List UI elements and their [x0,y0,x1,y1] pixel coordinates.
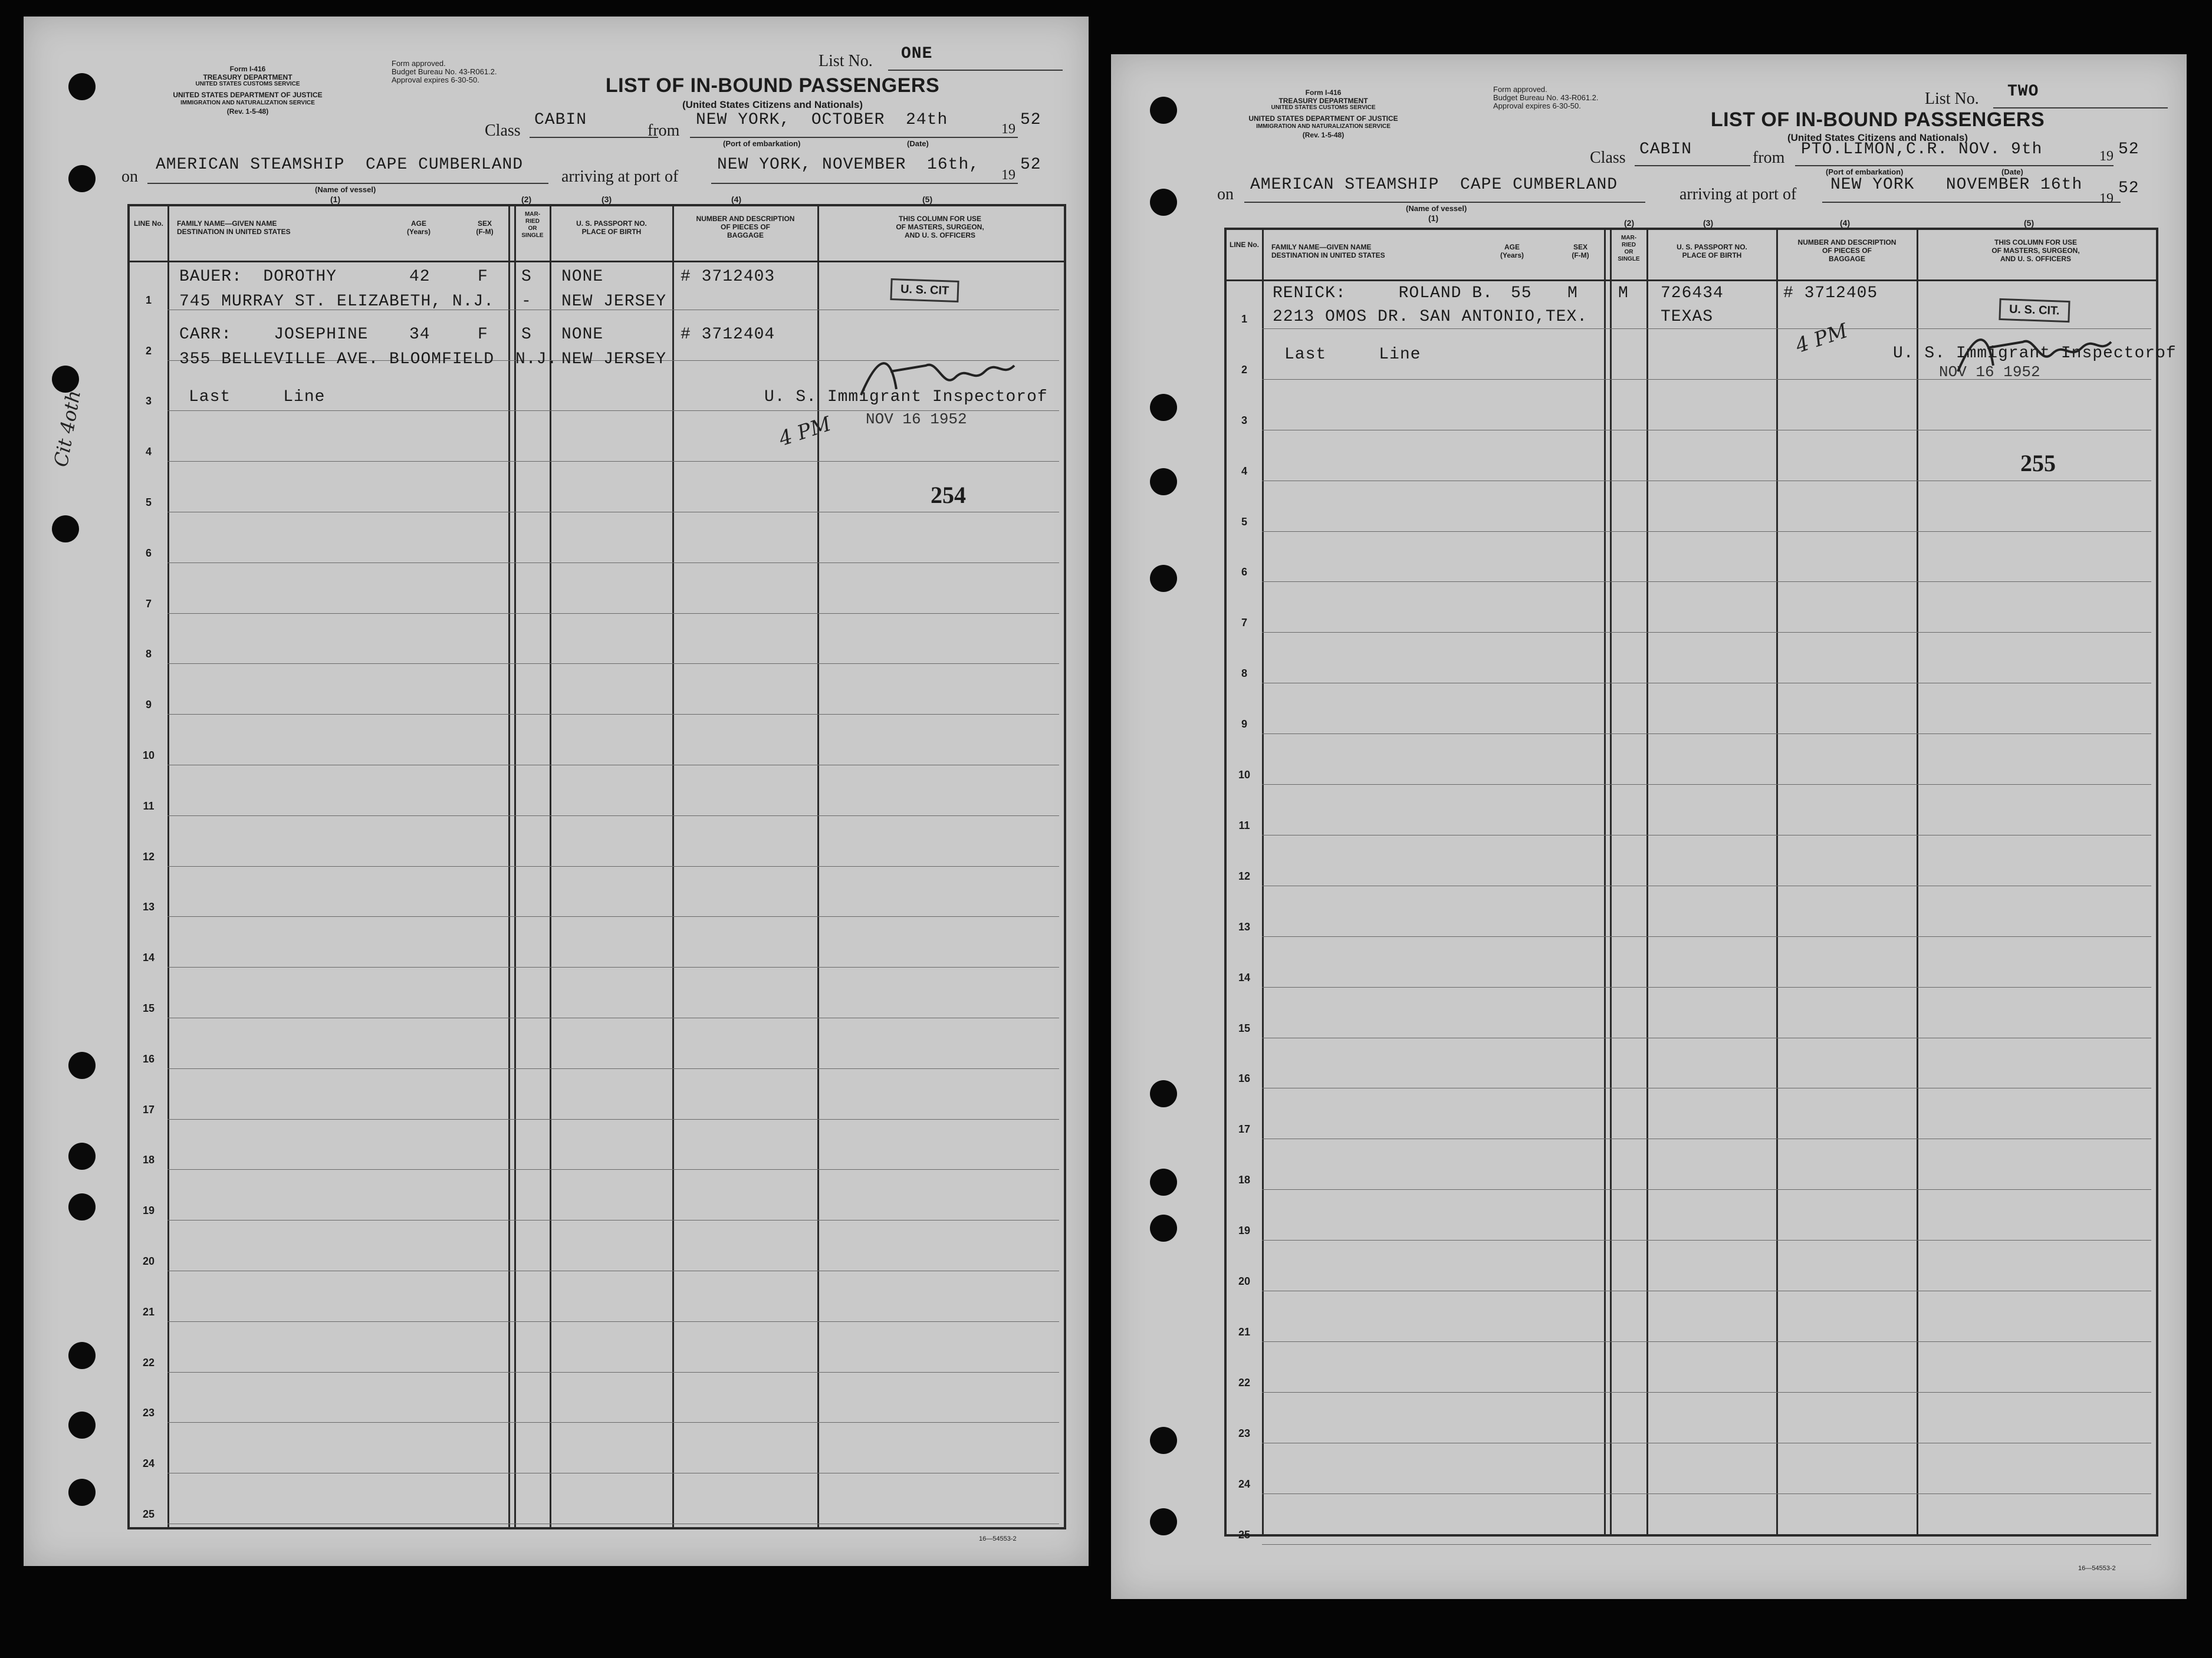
line-number: 13 [1238,920,1251,933]
revision: (Rev. 1-5-48) [226,107,269,116]
col-line: LINE No. [1230,241,1259,249]
customs-service: UNITED STATES CUSTOMS SERVICE [195,81,300,87]
date-note: (Date) [907,139,929,148]
inspector-signature [1952,318,2129,389]
date-note: (Date) [2001,167,2023,176]
embark-note: (Port of embarkation) [1826,167,1904,176]
row-rule [1262,1544,2151,1545]
binder-hole [1150,189,1177,216]
col-sex: SEX (F-M) [1572,243,1589,259]
line-number: 3 [1241,414,1247,426]
row-rule [1262,632,2151,633]
col-age: AGE (Years) [1500,243,1524,259]
dept-justice: UNITED STATES DEPARTMENT OF JUSTICE [1248,114,1398,123]
page-number: 255 [2020,450,2056,476]
col-sex: SEX (F-M) [476,219,494,236]
line-number: 12 [1238,870,1251,882]
line-number: 16 [1238,1073,1251,1085]
line-number: 10 [1238,769,1251,781]
line-number: 1 [145,294,152,306]
row-rule [167,1422,1059,1423]
line-number: 18 [142,1154,155,1166]
entry-1-ms: S [521,268,532,286]
row-rule [167,1169,1059,1170]
row-rule [1262,784,2151,785]
approval-2: Budget Bureau No. 43-R061.2. [1493,93,1599,102]
row-rule [1262,531,2151,532]
inspector-signature [855,342,1032,413]
entry-1-baggage: # 3712405 [1783,284,1878,302]
line-number: 13 [142,901,155,913]
binder-hole [52,515,79,542]
row-rule [167,1321,1059,1322]
arrival-year: 52 [2118,179,2139,198]
dept-treasury: TREASURY DEPARTMENT [1278,97,1368,105]
revision: (Rev. 1-5-48) [1302,131,1345,139]
line-number: 9 [1241,718,1247,731]
vessel-name: AMERICAN STEAMSHIP CAPE CUMBERLAND [156,156,524,174]
manifest-page-1: Form I-416 TREASURY DEPARTMENT UNITED STATES CUSTOMS SERVICE UNITED STATES DEPARTMENT OF JUSTICE IMMIGRATION AND NATURALIZATION SERVICE (Rev. 1-5-48) Form approved. Budget Bureau No. 43-R061.2. Approval expires 6-30-50. List No. ONE LIST OF IN-BOUND PASSENGERS (United States Citizens and Nationals) Class CABIN from NEW YORK, OCTOBER 24th 19 52 (Port of embarkation) (Date) on AMERICAN STEAMSHIP CAPE CUMBERLAND (Name of vessel) arriving at port of NEW YORK, NOVEMBER 16th, 19 52 (1) (2) (3) (4) (5) LINE No. FAMILY NAME—GIVEN NAME DESTINATION IN UNITED STATES AGE (Years) SEX (F-M) MAR- RIED OR SINGLE U. S. PASSPORT NO. PLACE OF BIRTH NUMBER AND DESCRIPTION OF PIECES OF BAGGAGE THIS COLUMN FOR USE OF MASTERS, SURGEON, AND U. S. OFFICERS 1 2 3 4 5 6 7 8 9 10 11 12 13 14 15 16 17 18 19 20 21 22 23 24 25 BAUER: DOROTHY 42 F S NONE # 3712403 745 MURRAY ST. ELIZABETH, N.J. - NEW JERSEY CARR: JOSEPHINE 34 F S NONE # 3712404 355 BELLEVILLE AVE. BLOOMFIELD N.J. NEW JERSEY Last Line U. S. CIT U. S. Immigrant Inspectorof NOV 16 1952 4 PM 254 Cit 4oth 16—54553-2 [24,17,1089,1566]
binder-hole [1150,1169,1177,1196]
entry-1-name: BAUER: DOROTHY [179,268,337,286]
binder-hole [68,1052,96,1079]
line-number: 14 [142,952,155,964]
binder-hole [1150,565,1177,592]
list-label: List No. [1925,90,1979,108]
entry-1-passport: NONE [561,268,604,286]
page-number: 254 [931,482,966,508]
line-number: 5 [145,496,152,508]
row-rule [1262,987,2151,988]
vessel-note: (Name of vessel) [1406,204,1467,213]
form-subtitle: (United States Citizens and Nationals) [682,99,863,110]
form-subtitle: (United States Citizens and Nationals) [1787,132,1968,143]
binder-hole [68,1143,96,1170]
col-name: FAMILY NAME—GIVEN NAME DESTINATION IN UNITED STATES [177,219,291,236]
line-number: 8 [1241,667,1247,680]
form-id: Form I-416 [1305,88,1342,97]
binder-hole [68,165,96,192]
col-baggage: NUMBER AND DESCRIPTION OF PIECES OF BAGGAGE [1797,238,1897,263]
line-number: 23 [1238,1427,1251,1439]
time-note: 4 PM [1793,319,1851,358]
row-rule [1262,1341,2151,1342]
inspector-label: U. S. Immigrant Inspectorof [764,388,1048,406]
inspection-date-stamp: NOV 16 1952 [1939,363,2040,381]
line-number: 10 [142,749,155,761]
row-rule [167,1220,1059,1221]
binder-hole [1150,1215,1177,1242]
line-number: 9 [145,699,152,711]
binder-hole [68,1479,96,1506]
dept-treasury: TREASURY DEPARTMENT [203,73,292,81]
line-number: 17 [1238,1123,1251,1136]
passenger-table [127,204,1066,1529]
col-age: AGE (Years) [406,219,431,236]
approval-3: Approval expires 6-30-50. [392,75,479,84]
entry-2-ms2: N.J. [515,350,558,369]
approval-3: Approval expires 6-30-50. [1493,101,1581,110]
time-note: 4 PM [776,412,834,451]
line-number: 6 [145,547,152,559]
entry-1-address: 2213 OMOS DR. SAN ANTONIO,TEX. [1273,308,1588,326]
line-number: 2 [1241,363,1247,376]
row-rule [167,1372,1059,1373]
arrival-value: NEW YORK, NOVEMBER 16th, [717,156,980,174]
inspector-label: U. S. Immigrant Inspectorof [1893,344,2177,363]
binder-hole [1150,97,1177,124]
line-number: 20 [1238,1275,1251,1287]
line-number: 21 [142,1305,155,1318]
row-rule [167,663,1059,664]
row-rule [167,714,1059,715]
row-rule [167,916,1059,917]
line-number: 4 [1241,465,1247,477]
binder-hole [68,1193,96,1221]
year-value: 52 [2118,140,2139,159]
binder-hole [1150,394,1177,421]
vessel-name: AMERICAN STEAMSHIP CAPE CUMBERLAND [1250,176,1618,194]
entry-1-age: 55 [1511,284,1532,302]
arrival-year-prefix: 19 [2099,191,2114,206]
from-label: from [1753,149,1785,167]
entry-1-sex: M [1567,284,1578,302]
line-number: 25 [142,1508,155,1520]
entry-2-address: 355 BELLEVILLE AVE. BLOOMFIELD [179,350,495,369]
row-rule [167,1119,1059,1120]
last-line-marker: Last Line [1284,346,1421,364]
binder-hole [1150,468,1177,495]
approval-2: Budget Bureau No. 43-R061.2. [392,67,497,76]
entry-1-passport: 726434 [1661,284,1724,302]
entry-1-birth: TEXAS [1661,308,1714,326]
line-number: 23 [142,1407,155,1419]
line-number: 18 [1238,1174,1251,1186]
form-footer: 16—54553-2 [2078,1565,2116,1572]
form-footer: 16—54553-2 [979,1535,1017,1542]
col-officers: THIS COLUMN FOR USE OF MASTERS, SURGEON, AND U. S. OFFICERS [896,215,984,239]
row-rule [167,562,1059,563]
line-number: 15 [1238,1022,1251,1034]
immigration-service: IMMIGRATION AND NATURALIZATION SERVICE [180,100,315,106]
from-value: PTO.LIMON,C.R. NOV. 9th [1801,140,2043,159]
us-cit-stamp: U. S. CIT. [1999,298,2070,323]
line-number: 5 [1241,515,1247,528]
line-number: 19 [142,1205,155,1217]
binder-hole [68,1342,96,1369]
line-number: 7 [1241,617,1247,629]
entry-2-sex: F [478,325,488,344]
col-married: MAR- RIED OR SINGLE [521,211,544,239]
on-label: on [1217,185,1234,203]
line-number: 11 [1238,819,1250,831]
arrival-value: NEW YORK NOVEMBER 16th [1830,176,2083,194]
margin-note: Cit 4oth [50,389,86,469]
arriving-label: arriving at port of [1679,185,1797,203]
vessel-note: (Name of vessel) [315,185,376,194]
line-number: 12 [142,850,155,863]
entry-1-name: RENICK: ROLAND B. [1273,284,1493,302]
row-rule [1262,1189,2151,1190]
line-number: 1 [1241,312,1247,325]
col-officers: THIS COLUMN FOR USE OF MASTERS, SURGEON, AND U. S. OFFICERS [1991,238,2080,263]
arriving-label: arriving at port of [561,167,679,186]
row-rule [167,815,1059,816]
year-prefix: 19 [1001,121,1015,137]
passenger-table [1224,228,2177,1541]
col-passport: U. S. PASSPORT NO. PLACE OF BIRTH [576,219,647,236]
line-number: 8 [145,648,152,660]
arrival-year: 52 [1020,156,1041,174]
year-value: 52 [1020,111,1041,129]
row-rule [1262,1240,2151,1241]
row-rule [1262,936,2151,937]
line-number: 15 [142,1002,155,1014]
list-number: TWO [2007,83,2039,101]
line-number: 3 [145,395,152,407]
entry-2-age: 34 [409,325,430,344]
row-rule [1262,1392,2151,1393]
list-label: List No. [819,52,873,70]
row-rule [167,1068,1059,1069]
approval-1: Form approved. [392,59,446,68]
col-line: LINE No. [134,219,163,228]
row-rule [167,613,1059,614]
line-number: 17 [142,1103,155,1116]
list-number: ONE [901,45,933,63]
customs-service: UNITED STATES CUSTOMS SERVICE [1271,104,1376,111]
us-cit-stamp: U. S. CIT [890,278,959,302]
col-passport: U. S. PASSPORT NO. PLACE OF BIRTH [1677,243,1747,259]
binder-hole [68,1412,96,1439]
col-name: FAMILY NAME—GIVEN NAME DESTINATION IN UNITED STATES [1271,243,1385,259]
line-number: 25 [1238,1528,1251,1541]
on-label: on [121,167,138,186]
entry-2-ms: S [521,325,532,344]
form-title: LIST OF IN-BOUND PASSENGERS [1710,108,2045,131]
line-number: 16 [142,1052,155,1065]
from-value: NEW YORK, OCTOBER 24th [696,111,948,129]
line-number: 22 [1238,1376,1251,1389]
from-label: from [648,121,680,140]
entry-2-name: CARR: JOSEPHINE [179,325,369,344]
line-number: 2 [145,344,152,357]
line-number: 21 [1238,1325,1251,1338]
entry-2-baggage: # 3712404 [681,325,775,344]
embark-note: (Port of embarkation) [723,139,801,148]
line-number: 24 [1238,1478,1251,1490]
row-rule [1262,733,2151,734]
class-label: Class [1590,149,1626,167]
line-number: 20 [142,1255,155,1267]
row-rule [1262,581,2151,582]
entry-1-baggage: # 3712403 [681,268,775,286]
manifest-page-2: Form I-416 TREASURY DEPARTMENT UNITED STATES CUSTOMS SERVICE UNITED STATES DEPARTMENT OF JUSTICE IMMIGRATION AND NATURALIZATION SERVICE (Rev. 1-5-48) Form approved. Budget Bureau No. 43-R061.2. Approval expires 6-30-50. List No. TWO LIST OF IN-BOUND PASSENGERS (United States Citizens and Nationals) Class CABIN from PTO.LIMON,C.R. NOV. 9th 19 52 (Port of embarkation) (Date) on AMERICAN STEAMSHIP CAPE CUMBERLAND (Name of vessel) arriving at port of NEW YORK NOVEMBER 16th 19 52 (1) (2) (3) (4) (5) LINE No. FAMILY NAME—GIVEN NAME DESTINATION IN UNITED STATES AGE (Years) SEX (F-M) MAR- RIED OR SINGLE U. S. PASSPORT NO. PLACE OF BIRTH NUMBER AND DESCRIPTION OF PIECES OF BAGGAGE THIS COLUMN FOR USE OF MASTERS, SURGEON, AND U. S. OFFICERS 1 2 3 4 5 6 7 8 9 10 11 12 13 14 15 16 17 18 19 20 21 22 23 24 25 RENICK: ROLAND B. 55 M M 726434 # 3712405 2213 OMOS DR. SAN ANTONIO,TEX. TEXAS Last Line U. S. CIT. U. S. Immigrant Inspectorof NOV 16 1952 4 PM 255 16—54553-2 [1111,54,2187,1599]
line-number: 24 [142,1458,155,1470]
arrival-year-prefix: 19 [1001,167,1015,183]
binder-hole [1150,1508,1177,1535]
class-label: Class [485,121,521,140]
form-id: Form I-416 [229,65,266,73]
row-rule [167,461,1059,462]
line-number: 22 [142,1356,155,1368]
year-prefix: 19 [2099,149,2114,164]
col-married: MAR- RIED OR SINGLE [1618,235,1640,262]
binder-hole [68,73,96,100]
entry-1-address: 745 MURRAY ST. ELIZABETH, N.J. [179,292,495,311]
line-number: 19 [1238,1225,1251,1237]
entry-1-age: 42 [409,268,430,286]
last-line-marker: Last Line [189,388,326,406]
entry-1-birth: NEW JERSEY [561,292,667,311]
class-value: CABIN [1639,140,1692,159]
entry-1-ms2: - [521,292,532,311]
entry-2-passport: NONE [561,325,604,344]
line-number: 4 [145,446,152,458]
line-number: 7 [145,597,152,610]
row-rule [1262,1493,2151,1494]
row-rule [167,967,1059,968]
immigration-service: IMMIGRATION AND NATURALIZATION SERVICE [1256,123,1391,130]
entry-1-sex: F [478,268,488,286]
binder-hole [1150,1080,1177,1107]
dept-justice: UNITED STATES DEPARTMENT OF JUSTICE [173,91,323,99]
line-number: 14 [1238,971,1251,983]
inspection-date-stamp: NOV 16 1952 [866,410,967,428]
row-rule [167,866,1059,867]
binder-hole [1150,1427,1177,1454]
entry-1-ms: M [1618,284,1629,302]
approval-1: Form approved. [1493,85,1547,94]
line-number: 11 [143,800,155,812]
class-value: CABIN [534,111,587,129]
line-number: 6 [1241,566,1247,578]
form-title: LIST OF IN-BOUND PASSENGERS [605,74,940,97]
col-baggage: NUMBER AND DESCRIPTION OF PIECES OF BAGGAGE [696,215,795,239]
entry-2-birth: NEW JERSEY [561,350,667,369]
